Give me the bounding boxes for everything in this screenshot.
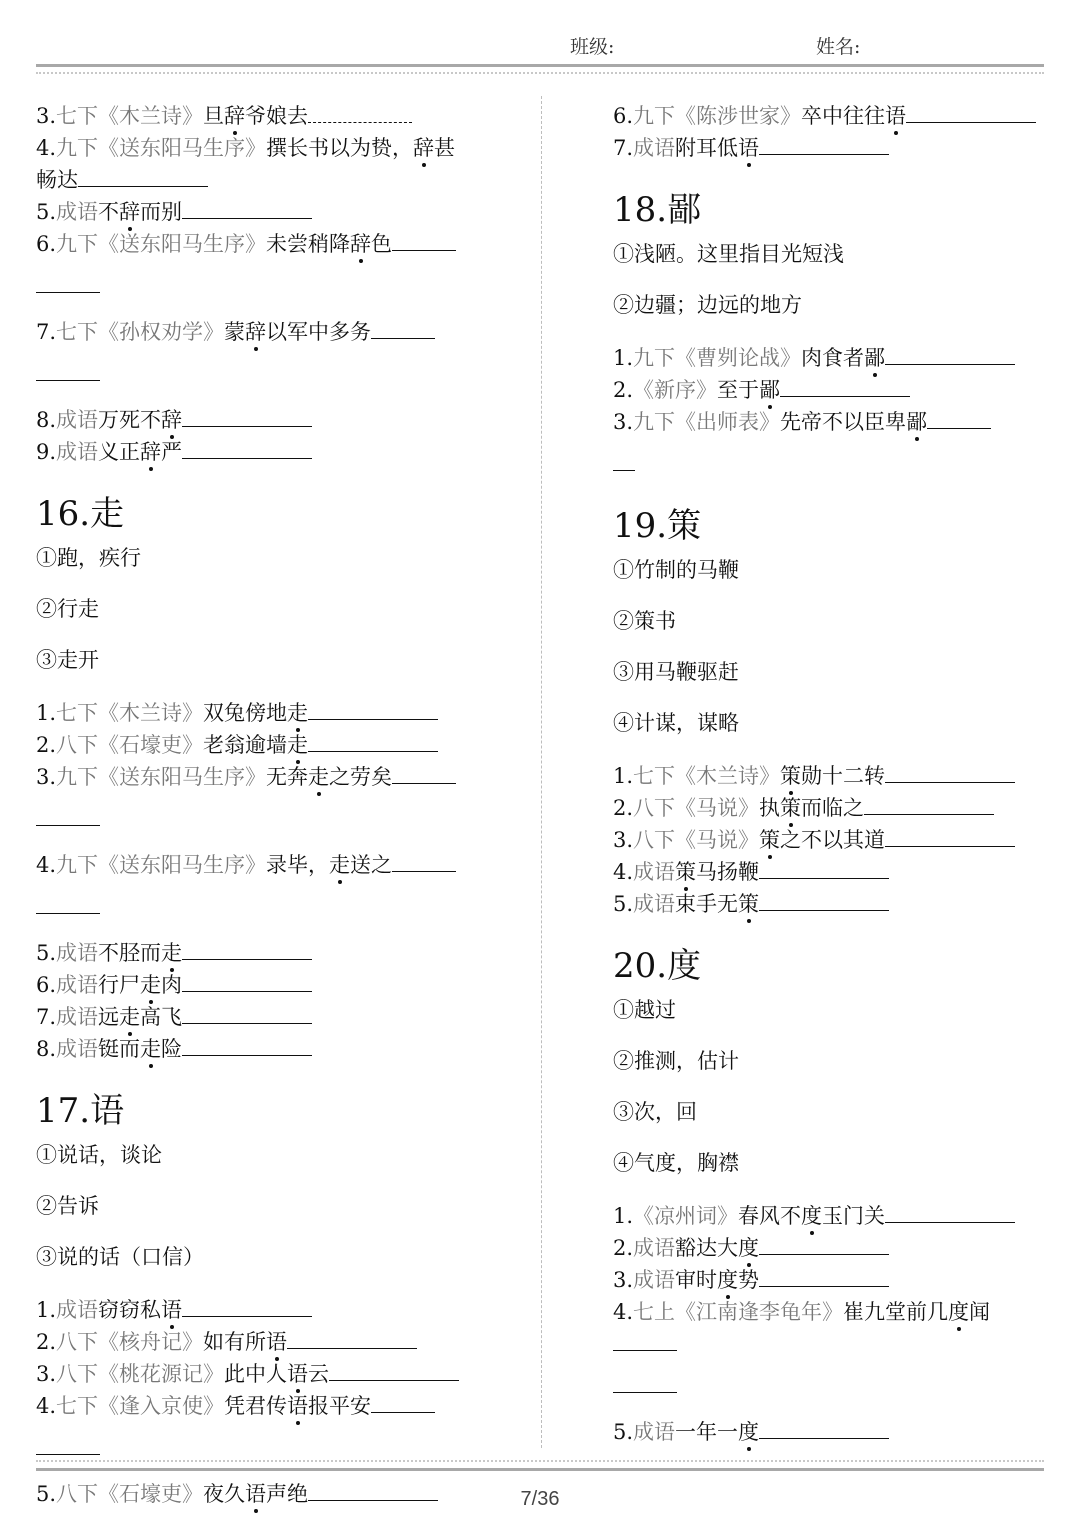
question-item (36, 937, 472, 969)
meaning-item: ①越过 (613, 998, 676, 1022)
answer-blank[interactable] (392, 849, 456, 872)
item-key-char: 走 (287, 733, 309, 757)
question-item (613, 888, 1049, 920)
question-item (613, 406, 1049, 438)
word-19-section (613, 506, 1049, 920)
meaning-item: ①竹制的马鞭 (613, 558, 739, 582)
item-key-char: 策 (738, 892, 760, 916)
item-text-after: 严 (161, 440, 183, 464)
word-title: 20.度 (613, 946, 702, 986)
item-text-before: 崔九堂前几 (843, 1300, 949, 1324)
answer-blank[interactable] (392, 228, 456, 251)
item-text-before: 撰长书以为贽， (266, 136, 414, 160)
item-key-char: 辞 (245, 320, 267, 344)
question-item (36, 697, 472, 729)
item-source: 九下《出师表》 (633, 410, 781, 434)
question-item (36, 761, 472, 793)
item-text-before: 窃窃私 (98, 1298, 162, 1322)
item-source: 七上《江南逢李龟年》 (633, 1300, 844, 1324)
item-source: 成语 (633, 860, 676, 884)
answer-blank[interactable] (182, 937, 312, 960)
answer-blank[interactable] (759, 888, 889, 911)
question-item (36, 1033, 472, 1065)
item-text-after: 色 (371, 232, 393, 256)
question-item (613, 1416, 1049, 1448)
answer-blank[interactable] (182, 1294, 312, 1317)
answer-blank[interactable] (36, 270, 100, 293)
item-source: 八下《马说》 (633, 828, 760, 852)
item-number: 5. (36, 941, 57, 965)
question-item (36, 436, 472, 468)
answer-blank[interactable] (329, 1358, 459, 1381)
item-number: 6. (36, 973, 57, 997)
answer-blank[interactable] (182, 1001, 312, 1024)
item-text-before: 无奔 (266, 765, 309, 789)
question-item (36, 1001, 472, 1033)
item-number: 5. (613, 1420, 634, 1444)
item-text-before: 不 (98, 200, 120, 224)
answer-blank-continuation (36, 803, 472, 835)
item-text-after: 肉 (161, 973, 183, 997)
item-key-char: 策 (675, 860, 697, 884)
question-item (613, 1296, 1049, 1360)
answer-blank[interactable] (759, 132, 889, 155)
item-key-char: 走 (140, 1037, 162, 1061)
item-key-char: 鄙 (864, 346, 886, 370)
item-text-after: 闻 (969, 1300, 991, 1324)
item-source: 七下《逢入京使》 (56, 1394, 225, 1418)
item-text-before: 录毕， (266, 853, 330, 877)
item-text-after: 玉门关 (822, 1204, 886, 1228)
question-item (36, 228, 472, 260)
item-text-before: 束手无 (675, 892, 739, 916)
item-number: 4. (613, 1300, 634, 1324)
question-item (613, 1232, 1049, 1264)
item-source: 七下《木兰诗》 (633, 764, 781, 788)
meaning-item: ②策书 (613, 609, 676, 633)
item-key-char: 语 (266, 1330, 288, 1354)
item-number: 4. (613, 860, 634, 884)
item-key-char: 度 (801, 1204, 823, 1228)
answer-blank[interactable] (927, 406, 991, 429)
item-text-after: 而临之 (801, 796, 865, 820)
item-source: 九下《陈涉世家》 (633, 104, 802, 128)
answer-blank[interactable] (371, 316, 435, 339)
item-source: 七下《孙权劝学》 (56, 320, 225, 344)
item-text-before: 肉食者 (801, 346, 865, 370)
question-item (36, 849, 472, 881)
item-key-char: 走 (287, 701, 309, 725)
word-title: 18.鄙 (613, 190, 702, 230)
left-column (36, 98, 472, 1510)
question-list (613, 342, 1049, 480)
header-rule (36, 64, 1044, 67)
item-source: 八下《石壕吏》 (56, 733, 204, 757)
item-source: 成语 (56, 973, 99, 997)
right-column (613, 98, 1049, 1448)
answer-blank[interactable] (759, 1416, 889, 1439)
question-item (36, 404, 472, 436)
item-number: 3. (613, 410, 634, 434)
item-source: 成语 (56, 1037, 99, 1061)
answer-blank[interactable] (287, 1326, 417, 1349)
item-number: 3. (36, 104, 57, 128)
item-text-after: 声绝 (266, 1482, 309, 1506)
item-source: 七下《木兰诗》 (56, 104, 204, 128)
item-text-before: 铤而 (98, 1037, 141, 1061)
item-number: 1. (613, 1204, 634, 1228)
meaning-item: ②行走 (36, 597, 99, 621)
item-text-after: 甚 (434, 136, 456, 160)
item-key-char: 辞 (161, 408, 183, 432)
word-title: 17.语 (36, 1091, 125, 1131)
question-list (613, 1200, 1049, 1448)
item-source: 成语 (56, 440, 99, 464)
question-item (36, 132, 472, 196)
item-text-before: 双兔傍地 (203, 701, 288, 725)
header-rule-dotted (36, 72, 1044, 74)
item-key-char: 辞 (119, 200, 141, 224)
item-source: 成语 (633, 892, 676, 916)
question-item (36, 1326, 472, 1358)
item-key-char: 走 (308, 765, 330, 789)
footer-rule-dotted (36, 1460, 1044, 1462)
answer-blank[interactable] (613, 1370, 677, 1393)
item-key-char: 走 (140, 973, 162, 997)
item-number: 5. (36, 1482, 57, 1506)
question-item (613, 824, 1049, 856)
question-item (613, 374, 1049, 406)
answer-blank[interactable] (613, 1328, 677, 1351)
item-text-after: 势 (738, 1268, 760, 1292)
item-text-before: 夜久 (203, 1482, 246, 1506)
item-number: 1. (613, 346, 634, 370)
word-16-section (36, 494, 472, 1065)
question-item (36, 729, 472, 761)
answer-blank[interactable] (864, 792, 994, 815)
answer-blank[interactable] (885, 342, 1015, 365)
meaning-item: ③用马鞭驱赶 (613, 660, 739, 684)
question-item (613, 792, 1049, 824)
item-key-char: 语 (738, 136, 760, 160)
item-text-before: 远 (98, 1005, 120, 1029)
item-number: 2. (613, 1236, 634, 1260)
item-text-before: 如有所 (203, 1330, 267, 1354)
question-item (613, 100, 1049, 132)
answer-blank[interactable] (308, 100, 412, 123)
item-text-before: 执 (759, 796, 781, 820)
item-text-before: 审时 (675, 1268, 718, 1292)
question-item (36, 316, 472, 348)
item-text-after: 云 (308, 1362, 330, 1386)
item-text-before: 至于 (717, 378, 760, 402)
question-list (36, 1294, 472, 1510)
item-text-before: 此中人 (224, 1362, 288, 1386)
item-number: 5. (613, 892, 634, 916)
question-item (36, 1390, 472, 1422)
question-item (613, 856, 1049, 888)
item-text-after: 险 (161, 1037, 183, 1061)
item-source: 九下《送东阳马生序》 (56, 232, 267, 256)
word-17-tail (613, 100, 1049, 164)
answer-blank[interactable] (182, 436, 312, 459)
answer-blank[interactable] (759, 856, 889, 879)
item-text-before: 未尝稍降 (266, 232, 351, 256)
answer-blank[interactable] (906, 100, 1036, 123)
word-title: 19.策 (613, 506, 702, 546)
answer-blank[interactable] (392, 761, 456, 784)
item-source: 八下《马说》 (633, 796, 760, 820)
item-source: 成语 (56, 200, 99, 224)
item-source: 成语 (56, 941, 99, 965)
item-text-after: 高飞 (140, 1005, 183, 1029)
answer-blank[interactable] (182, 196, 312, 219)
question-item (36, 100, 472, 132)
item-key-char: 鄙 (759, 378, 781, 402)
item-number: 4. (36, 1394, 57, 1418)
meaning-item: ②边疆；边远的地方 (613, 293, 802, 317)
item-text-before: 附耳低 (675, 136, 739, 160)
item-key-char: 语 (245, 1482, 267, 1506)
class-label: 班级: (570, 36, 615, 58)
meaning-item: ①跑，疾行 (36, 546, 141, 570)
item-number: 6. (36, 232, 57, 256)
item-key-char: 走 (161, 941, 183, 965)
answer-blank[interactable] (78, 164, 208, 187)
item-text-after: 之劳矣 (329, 765, 393, 789)
question-item (36, 196, 472, 228)
question-item (613, 132, 1049, 164)
word-15-tail (36, 100, 472, 468)
answer-blank[interactable] (182, 1033, 312, 1056)
item-text-after: 之不以其道 (780, 828, 886, 852)
item-key-char: 走 (329, 853, 351, 877)
meaning-item: ①浅陋。这里指目光短浅 (613, 242, 844, 266)
answer-blank[interactable] (36, 1432, 100, 1455)
item-text-after: 报平安 (308, 1394, 372, 1418)
item-number: 3. (36, 1362, 57, 1386)
question-item (36, 1294, 472, 1326)
answer-blank[interactable] (182, 404, 312, 427)
item-number: 1. (36, 701, 57, 725)
item-text-before: 行尸 (98, 973, 141, 997)
question-item (613, 760, 1049, 792)
item-text-before: 先帝不以臣卑 (780, 410, 907, 434)
meaning-item: ④气度，胸襟 (613, 1151, 739, 1175)
item-text-before: 旦 (203, 104, 225, 128)
item-number: 8. (36, 1037, 57, 1061)
item-text-line2: 畅达 (36, 168, 78, 192)
column-divider (541, 96, 542, 1448)
item-number: 1. (613, 764, 634, 788)
item-number: 2. (613, 796, 634, 820)
item-source: 成语 (56, 1298, 99, 1322)
word-20-section (613, 946, 1049, 1448)
item-source: 八下《桃花源记》 (56, 1362, 225, 1386)
item-text-before: 卒中往往 (801, 104, 886, 128)
answer-blank[interactable] (36, 891, 100, 914)
item-source: 成语 (633, 1268, 676, 1292)
item-source: 七下《木兰诗》 (56, 701, 204, 725)
item-number: 4. (36, 136, 57, 160)
answer-blank[interactable] (308, 729, 438, 752)
item-text-before: 万死不 (98, 408, 162, 432)
item-key-char: 语 (287, 1394, 309, 1418)
item-source: 九下《送东阳马生序》 (56, 136, 267, 160)
item-number: 6. (613, 104, 634, 128)
answer-blank[interactable] (885, 824, 1015, 847)
name-label: 姓名: (816, 36, 861, 58)
item-text-after: 送之 (350, 853, 393, 877)
item-key-char: 辞 (224, 104, 246, 128)
item-text-before: 蒙 (224, 320, 246, 344)
item-key-char: 辞 (350, 232, 372, 256)
page-number: 7/36 (520, 1488, 560, 1510)
answer-blank-continuation (36, 358, 472, 390)
question-list (613, 760, 1049, 920)
item-source: 成语 (633, 136, 676, 160)
word-title: 16.走 (36, 494, 125, 534)
item-text-before: 一年一 (675, 1420, 739, 1444)
meaning-item: ②推测，估计 (613, 1049, 739, 1073)
item-key-char: 语 (885, 104, 907, 128)
item-source: 《凉州词》 (633, 1204, 739, 1228)
item-source: 八下《核舟记》 (56, 1330, 204, 1354)
item-key-char: 辞 (140, 440, 162, 464)
question-item (36, 969, 472, 1001)
answer-blank[interactable] (759, 1264, 889, 1287)
item-text-before: 义正 (98, 440, 141, 464)
item-number: 2. (613, 378, 634, 402)
item-key-char: 策 (759, 828, 781, 852)
item-text-before: 豁达大 (675, 1236, 739, 1260)
item-number: 7. (613, 136, 634, 160)
item-source: 八下《石壕吏》 (56, 1482, 204, 1506)
item-number: 4. (36, 853, 57, 877)
item-text-before: 凭君传 (224, 1394, 288, 1418)
item-text-before: 不胫而 (98, 941, 162, 965)
item-text-after: 以军中多务 (266, 320, 372, 344)
meaning-item: ①说话，谈论 (36, 1143, 162, 1167)
answer-blank[interactable] (885, 760, 1015, 783)
item-text-before: 老翁逾墙 (203, 733, 288, 757)
item-source: 九下《曹刿论战》 (633, 346, 802, 370)
item-key-char: 度 (738, 1236, 760, 1260)
item-key-char: 策 (780, 796, 802, 820)
item-number: 2. (36, 1330, 57, 1354)
word-17-section (36, 1091, 472, 1510)
item-key-char: 度 (738, 1420, 760, 1444)
question-list (36, 697, 472, 1065)
item-text-after: 马扬鞭 (696, 860, 760, 884)
item-number: 8. (36, 408, 57, 432)
item-text-after: 勋十二转 (801, 764, 886, 788)
item-source: 成语 (56, 408, 99, 432)
meaning-item: ③走开 (36, 648, 99, 672)
item-source: 成语 (633, 1236, 676, 1260)
answer-blank[interactable] (885, 1200, 1015, 1223)
item-source: 成语 (56, 1005, 99, 1029)
item-number: 7. (36, 320, 57, 344)
item-source: 《新序》 (633, 378, 718, 402)
answer-blank[interactable] (780, 374, 910, 397)
answer-blank[interactable] (371, 1390, 435, 1413)
answer-blank[interactable] (36, 803, 100, 826)
item-text-after: 爷娘去 (245, 104, 309, 128)
answer-blank[interactable] (182, 969, 312, 992)
item-key-char: 走 (119, 1005, 141, 1029)
item-source: 九下《送东阳马生序》 (56, 853, 267, 877)
item-number: 7. (36, 1005, 57, 1029)
answer-blank[interactable] (36, 358, 100, 381)
answer-blank[interactable] (613, 448, 635, 471)
item-key-char: 辞 (413, 136, 435, 160)
item-source: 九下《送东阳马生序》 (56, 765, 267, 789)
item-number: 3. (36, 765, 57, 789)
answer-blank[interactable] (308, 697, 438, 720)
footer-rule (36, 1468, 1044, 1471)
question-item (613, 1200, 1049, 1232)
item-number: 3. (613, 1268, 634, 1292)
answer-blank[interactable] (759, 1232, 889, 1255)
question-item (613, 342, 1049, 374)
meaning-item: ③次，回 (613, 1100, 697, 1124)
item-number: 1. (36, 1298, 57, 1322)
item-key-char: 语 (161, 1298, 183, 1322)
answer-blank-continuation (36, 891, 472, 923)
meaning-item: ③说的话（口信） (36, 1245, 204, 1269)
question-item (613, 1264, 1049, 1296)
meaning-item: ④计谋，谋略 (613, 711, 739, 735)
word-18-section (613, 190, 1049, 480)
page-header (36, 28, 1044, 64)
item-key-char: 语 (287, 1362, 309, 1386)
item-number: 5. (36, 200, 57, 224)
item-text-before: 春风不 (738, 1204, 802, 1228)
item-number: 2. (36, 733, 57, 757)
question-item (36, 1358, 472, 1390)
item-source: 成语 (633, 1420, 676, 1444)
meaning-item: ②告诉 (36, 1194, 99, 1218)
item-number: 3. (613, 828, 634, 852)
item-text-after: 而别 (140, 200, 183, 224)
item-number: 9. (36, 440, 57, 464)
item-key-char: 度 (948, 1300, 970, 1324)
answer-blank-continuation (36, 270, 472, 302)
item-key-char: 策 (780, 764, 802, 788)
answer-blank-continuation (613, 1370, 1049, 1402)
item-key-char: 度 (717, 1268, 739, 1292)
item-key-char: 鄙 (906, 410, 928, 434)
answer-blank-continuation (613, 448, 1049, 480)
